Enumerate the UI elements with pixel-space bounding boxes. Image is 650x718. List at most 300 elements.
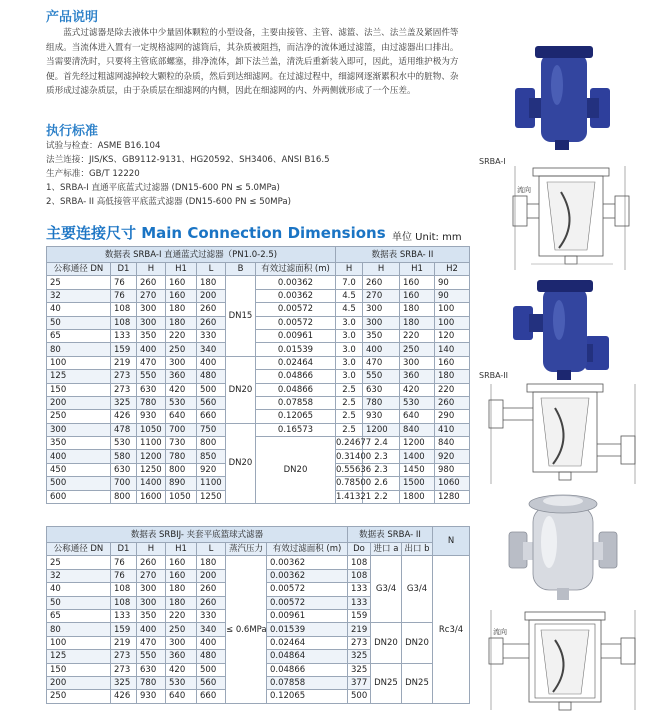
table-cell: 2.3 <box>363 463 400 476</box>
table-cell: 3.0 <box>336 316 363 329</box>
table-cell: 630 <box>137 663 166 676</box>
table-cell: 300 <box>137 316 166 329</box>
table-cell: 426 <box>111 690 137 703</box>
table-cell: 250 <box>400 343 435 356</box>
table-cell: 630 <box>111 463 137 476</box>
table-cell: 270 <box>363 289 400 302</box>
inlet-a: G3/4 <box>371 556 402 623</box>
table-cell: 1050 <box>137 423 166 436</box>
table1-header: 有效过滤面积 (m) <box>256 263 336 276</box>
table-cell: 840 <box>435 437 470 450</box>
table-cell: 80 <box>47 623 111 636</box>
product-figures <box>475 40 647 715</box>
table1-b-value: DN15 <box>226 276 256 356</box>
table2-header: H1 <box>166 543 197 556</box>
table-cell: 0.55636 <box>336 465 372 476</box>
table1-header: 公称通径 DN <box>47 263 111 276</box>
table-cell: 500 <box>348 690 371 703</box>
table-cell: 980 <box>435 463 470 476</box>
table-cell: 260 <box>197 596 226 609</box>
table-cell: 325 <box>111 396 137 409</box>
figure-label-2: SRBA-II <box>479 371 509 380</box>
table-cell: 180 <box>400 316 435 329</box>
table-cell: 0.04866 <box>267 663 348 676</box>
unit-label: 单位 Unit: mm <box>392 232 462 243</box>
srbij-drawing <box>475 606 647 714</box>
table2-caption-right: 数据表 SRBA- II <box>348 527 433 543</box>
table-cell: 300 <box>400 356 435 369</box>
table-cell: 340 <box>197 343 226 356</box>
table-cell: 478 <box>111 423 137 436</box>
table-cell: 325 <box>348 650 371 663</box>
table-cell: 76 <box>111 289 137 302</box>
table-cell: 250 <box>166 623 197 636</box>
table-cell: 0.01539 <box>267 623 348 636</box>
table-cell: 0.24677 <box>336 438 372 449</box>
table-cell: 640 <box>166 690 197 703</box>
table-cell: 470 <box>137 356 166 369</box>
table-cell: 920 <box>197 463 226 476</box>
table-cell: 700 <box>111 477 137 490</box>
table-cell: 108 <box>348 569 371 582</box>
table-cell: 640 <box>400 410 435 423</box>
table-cell: 290 <box>435 410 470 423</box>
table-cell: 220 <box>435 383 470 396</box>
table-cell: 180 <box>197 556 226 569</box>
table1-header: H <box>336 263 363 276</box>
table-cell: 480 <box>197 650 226 663</box>
table-cell: 400 <box>363 343 400 356</box>
table-cell: 125 <box>47 650 111 663</box>
table-cell: 3.0 <box>336 329 363 342</box>
table-cell: 500 <box>47 477 111 490</box>
table-cell: 0.00362 <box>256 276 336 289</box>
table-cell: 0.00961 <box>267 609 348 622</box>
table-cell: 360 <box>166 650 197 663</box>
table-cell: 0.12065 <box>256 410 336 423</box>
table-cell: 0.16573 <box>256 423 336 436</box>
inlet-a: DN25 <box>371 663 402 703</box>
table-cell: 108 <box>111 303 137 316</box>
table-cell: 180 <box>166 303 197 316</box>
table-cell: 500 <box>197 383 226 396</box>
table2-header: H <box>137 543 166 556</box>
table-cell: 800 <box>166 463 197 476</box>
table-cell: 180 <box>400 303 435 316</box>
table-cell: 0.00572 <box>267 596 348 609</box>
table-cell: 1100 <box>197 477 226 490</box>
table-cell: 730 <box>166 437 197 450</box>
srba-i-drawing <box>475 152 647 274</box>
table-cell: 300 <box>363 303 400 316</box>
standards-list <box>46 139 330 209</box>
table2-header: D1 <box>111 543 137 556</box>
table-cell: 260 <box>197 316 226 329</box>
table-cell: 0.01539 <box>256 343 336 356</box>
table-cell: 410 <box>435 423 470 436</box>
table-cell: 640 <box>166 410 197 423</box>
table-cell: 180 <box>166 596 197 609</box>
table-cell: 1400 <box>400 450 435 463</box>
table-cell: 800 <box>197 437 226 450</box>
table-cell: 1600 <box>137 490 166 503</box>
table-cell: 580 <box>111 450 137 463</box>
table-cell: 300 <box>363 316 400 329</box>
table-cell: 0.04866 <box>256 370 336 383</box>
table1-caption-right: 数据表 SRBA- II <box>336 247 470 263</box>
table-cell: 3.0 <box>336 356 363 369</box>
table-cell: 1200 <box>137 450 166 463</box>
table-cell: 780 <box>363 396 400 409</box>
table-cell: 200 <box>197 569 226 582</box>
table-cell: 32 <box>47 289 111 302</box>
table-cell: 530 <box>166 396 197 409</box>
table-cell: 0.02464 <box>256 356 336 369</box>
drain-plug <box>555 140 569 150</box>
table-cell: 530 <box>166 676 197 689</box>
table-cell: 0.00961 <box>256 329 336 342</box>
standards-title: 执行标准 <box>46 124 99 139</box>
table-cell: 377 <box>348 676 371 689</box>
table1-header: H <box>363 263 400 276</box>
table-cell: 530 <box>400 396 435 409</box>
table-cell: 140 <box>435 343 470 356</box>
table-cell: 40 <box>47 303 111 316</box>
table-cell: 160 <box>166 276 197 289</box>
table-cell: 2.5 <box>336 423 363 436</box>
table-cell: 200 <box>197 289 226 302</box>
table-cell: 3.0 <box>336 370 363 383</box>
srbij-photo <box>503 492 623 604</box>
table1-header: L <box>197 263 226 276</box>
table1-header: D1 <box>111 263 137 276</box>
table-cell: 160 <box>400 276 435 289</box>
table-cell: 360 <box>400 370 435 383</box>
table-cell: 0.78500 <box>336 478 372 489</box>
table-cell: 219 <box>111 356 137 369</box>
table-cell: 0.02464 <box>267 636 348 649</box>
table-row <box>47 396 470 409</box>
srba-table <box>46 246 470 504</box>
table-cell: 560 <box>197 396 226 409</box>
table-cell: 65 <box>47 329 111 342</box>
table-cell: 260 <box>363 276 400 289</box>
table1-header: H1 <box>166 263 197 276</box>
table-cell: 76 <box>111 556 137 569</box>
table-cell: 260 <box>197 583 226 596</box>
table-cell: 180 <box>166 583 197 596</box>
table-cell: 780 <box>137 676 166 689</box>
table-row <box>47 316 470 329</box>
table-cell: 250 <box>166 343 197 356</box>
table-cell: 550 <box>137 650 166 663</box>
table2-header: Do <box>348 543 371 556</box>
table-cell: 0.00362 <box>267 556 348 569</box>
table-cell: 4.5 <box>336 303 363 316</box>
srba-i-photo <box>505 40 620 152</box>
outlet-b: DN20 <box>402 623 433 663</box>
table-row <box>47 556 470 569</box>
table-cell: 400 <box>137 623 166 636</box>
table-cell: 133 <box>111 329 137 342</box>
table-cell: 420 <box>400 383 435 396</box>
table-cell: 1050 <box>166 490 197 503</box>
top-flange <box>535 46 593 58</box>
table-cell: 470 <box>137 636 166 649</box>
table-cell: 350 <box>363 329 400 342</box>
table-cell: 1800 <box>400 490 435 503</box>
intro-paragraph: 蓝式过滤器是除去液体中少量固体颗粒的小型设备，主要由接管、主管、滤篮、法兰、法兰盖及紧固件等组成。当流体进入置有一定规格滤网的滤筒后，其杂质被阻挡，而洁净的流体通过滤篮，由过滤器出口排出。当需要清洗时，只要将主管底部螺塞，排净流体，卸下法兰盖，清洗后重新装入即可，因此，适用维护极为方便。首先经过粗滤网滤掉较大颗粒的杂质，然后到达细滤网。在过滤过程中，细滤网逐渐累积水中的脏物、杂质形成过滤杂质层，由于杂质层在细滤网的内侧，因此在细滤网的内、外两侧就形成了一个压差。 <box>46 28 459 97</box>
table-cell: 350 <box>137 329 166 342</box>
table-cell: 2.5 <box>336 383 363 396</box>
table-cell: 50 <box>47 596 111 609</box>
table-row <box>47 383 470 396</box>
table-cell: 350 <box>47 437 111 450</box>
n-value: Rc3/4 <box>433 556 470 703</box>
table-cell: 780 <box>137 396 166 409</box>
table2-n-header: N <box>433 527 470 556</box>
table1-header: B <box>226 263 256 276</box>
table-cell: 325 <box>111 676 137 689</box>
table-cell: 450 <box>47 463 111 476</box>
flow-label-3: 流向 <box>493 628 507 636</box>
standard-line: 生产标准：GB/T 12220 <box>46 169 140 179</box>
table-cell: 273 <box>111 383 137 396</box>
table-cell: 0.31400 <box>336 451 372 462</box>
strainer-body <box>541 54 587 142</box>
intro-title: 产品说明 <box>46 10 99 25</box>
table-cell: 3.0 <box>336 343 363 356</box>
table-cell: 7.0 <box>336 276 363 289</box>
table-cell: 273 <box>348 636 371 649</box>
table1-b-value: DN20 <box>256 437 336 504</box>
table-cell: 4.5 <box>336 289 363 302</box>
table-cell: 890 <box>166 477 197 490</box>
table-cell: 325 <box>348 663 371 676</box>
table-cell: 270 <box>137 289 166 302</box>
table-cell: 1280 <box>435 490 470 503</box>
table-row <box>47 410 470 423</box>
table-cell: 159 <box>111 623 137 636</box>
table-cell: 50 <box>47 316 111 329</box>
table-cell: 800 <box>111 490 137 503</box>
table-cell: 32 <box>47 569 111 582</box>
table-cell: 660 <box>197 690 226 703</box>
table-cell: 480 <box>197 370 226 383</box>
table-row <box>47 437 470 450</box>
table-cell: 150 <box>47 383 111 396</box>
table-cell: 108 <box>111 596 137 609</box>
table-cell: 400 <box>137 343 166 356</box>
table-cell: 1500 <box>400 477 435 490</box>
table2-header: 蒸汽压力 <box>226 543 267 556</box>
table-cell: 76 <box>111 276 137 289</box>
table-cell: 400 <box>197 636 226 649</box>
table-cell: 273 <box>111 370 137 383</box>
dimensions-title: 主要连接尺寸 Main Connection Dimensions <box>46 224 386 242</box>
table-cell: 160 <box>166 569 197 582</box>
outlet-b: G3/4 <box>402 556 433 623</box>
table-cell: 200 <box>47 396 111 409</box>
table-cell: 360 <box>166 370 197 383</box>
standard-line: 试验与检查：ASME B16.104 <box>46 141 161 151</box>
table-cell: 530 <box>111 437 137 450</box>
srbij-table <box>46 526 470 704</box>
table-row <box>47 276 470 289</box>
table2-header: 进口 a <box>371 543 402 556</box>
steam-pressure: ≤ 0.6MPa <box>226 556 267 703</box>
table-cell: 0.00362 <box>256 289 336 302</box>
table-cell: 180 <box>435 370 470 383</box>
inlet-a: DN20 <box>371 623 402 663</box>
table-cell: 80 <box>47 343 111 356</box>
table1-header: H <box>137 263 166 276</box>
table-cell: 100 <box>47 636 111 649</box>
table-cell: 150 <box>47 663 111 676</box>
table-row <box>47 356 470 369</box>
table-cell: 630 <box>137 383 166 396</box>
table1-header: H1 <box>400 263 435 276</box>
table-cell: 1450 <box>400 463 435 476</box>
table-cell: 750 <box>197 423 226 436</box>
table-cell: 1400 <box>137 477 166 490</box>
table-cell: 100 <box>47 356 111 369</box>
table-cell: 1250 <box>137 463 166 476</box>
table-cell: 1250 <box>197 490 226 503</box>
table-cell: 1.41321 <box>336 491 372 502</box>
table-cell: 300 <box>47 423 111 436</box>
outlet-b: DN25 <box>402 663 433 703</box>
table-row <box>47 423 470 436</box>
table-cell: 1200 <box>363 423 400 436</box>
table-cell: 260 <box>435 396 470 409</box>
table-cell: 600 <box>47 490 111 503</box>
table-cell: 840 <box>400 423 435 436</box>
table-cell: 108 <box>111 316 137 329</box>
table-cell: 2.5 <box>336 396 363 409</box>
table-cell: 560 <box>197 676 226 689</box>
standard-line: 法兰连接：JIS/KS、GB9112-9131、HG20592、SH3406、ANSI B16.5 <box>46 155 330 165</box>
standard-line: 2、SRBA- II 高低接管平底蓝式滤器 (DN15-600 PN ≤ 50MPa) <box>46 197 291 207</box>
table-cell: 160 <box>166 289 197 302</box>
table-cell: 180 <box>166 316 197 329</box>
table1-b-value: DN20 <box>226 356 256 423</box>
table-cell: 0.07858 <box>256 396 336 409</box>
table-cell: 930 <box>137 410 166 423</box>
table-cell: 159 <box>111 343 137 356</box>
table-cell: 1200 <box>400 437 435 450</box>
table2-header: 有效过滤面积 (m) <box>267 543 348 556</box>
table-cell: 340 <box>197 623 226 636</box>
table-cell: 180 <box>197 276 226 289</box>
table-cell: 220 <box>166 329 197 342</box>
table-cell: 500 <box>197 663 226 676</box>
table-cell: 133 <box>348 583 371 596</box>
table2-header: L <box>197 543 226 556</box>
table-cell: 25 <box>47 276 111 289</box>
table-cell: 300 <box>166 356 197 369</box>
table-cell: 100 <box>435 303 470 316</box>
table-cell: 426 <box>111 410 137 423</box>
table-cell: 700 <box>166 423 197 436</box>
table-cell: 270 <box>137 569 166 582</box>
table-cell: 300 <box>137 596 166 609</box>
table-cell: 160 <box>400 289 435 302</box>
table-cell: 159 <box>348 609 371 622</box>
table-cell: 0.00362 <box>267 569 348 582</box>
table-row <box>47 303 470 316</box>
table-cell: 920 <box>435 450 470 463</box>
standard-line: 1、SRBA-I 直通平底蓝式过滤器 (DN15-600 PN ≤ 5.0MPa) <box>46 183 280 193</box>
table-cell: 0.04866 <box>256 383 336 396</box>
table-cell: 420 <box>166 383 197 396</box>
table-cell: 1060 <box>435 477 470 490</box>
table-cell: 108 <box>111 583 137 596</box>
table-cell: 250 <box>47 410 111 423</box>
table-cell: 273 <box>111 663 137 676</box>
table-cell: 2.3 <box>363 450 400 463</box>
table-cell: 100 <box>435 316 470 329</box>
table-cell: 260 <box>137 556 166 569</box>
table-cell: 260 <box>137 276 166 289</box>
table-cell: 90 <box>435 276 470 289</box>
table-cell: 0.00572 <box>267 583 348 596</box>
table-cell: 250 <box>47 690 111 703</box>
table-cell: 330 <box>197 609 226 622</box>
table-cell: 125 <box>47 370 111 383</box>
table-row <box>47 343 470 356</box>
table1-caption: 数据表 SRBA-I 直通蓝式过滤器（PN1.0-2.5) <box>47 247 336 263</box>
flow-label-1: 流向 <box>517 186 531 194</box>
table-row <box>47 289 470 302</box>
table-cell: 0.04864 <box>267 650 348 663</box>
table-cell: 330 <box>197 329 226 342</box>
table-cell: 133 <box>111 609 137 622</box>
table-cell: 400 <box>197 356 226 369</box>
table-row <box>47 329 470 342</box>
table-cell: 219 <box>348 623 371 636</box>
table-cell: 930 <box>137 690 166 703</box>
table1-header: H2 <box>435 263 470 276</box>
table-cell: 660 <box>197 410 226 423</box>
table-cell: 550 <box>363 370 400 383</box>
table-cell: 420 <box>166 663 197 676</box>
table-cell: 65 <box>47 609 111 622</box>
table-cell: 1100 <box>137 437 166 450</box>
table-cell: 0.07858 <box>267 676 348 689</box>
table-cell: 2.5 <box>336 410 363 423</box>
table-cell: 300 <box>137 303 166 316</box>
table-cell: 850 <box>197 450 226 463</box>
table-cell: 0.12065 <box>267 690 348 703</box>
table-cell: 160 <box>435 356 470 369</box>
table-cell: 630 <box>363 383 400 396</box>
table-cell: 300 <box>166 636 197 649</box>
table-cell: 300 <box>137 583 166 596</box>
table-cell: 200 <box>47 676 111 689</box>
table-cell: 220 <box>400 329 435 342</box>
table-cell: 550 <box>137 370 166 383</box>
table1-b-value: DN20 <box>226 423 256 503</box>
table-cell: 780 <box>166 450 197 463</box>
table-cell: 0.00572 <box>256 316 336 329</box>
table-cell: 400 <box>47 450 111 463</box>
table-cell: 25 <box>47 556 111 569</box>
table-cell: 2.4 <box>363 437 400 450</box>
table-cell: 108 <box>348 556 371 569</box>
table-cell: 133 <box>348 596 371 609</box>
figure-label-1: SRBA-I <box>479 157 506 166</box>
